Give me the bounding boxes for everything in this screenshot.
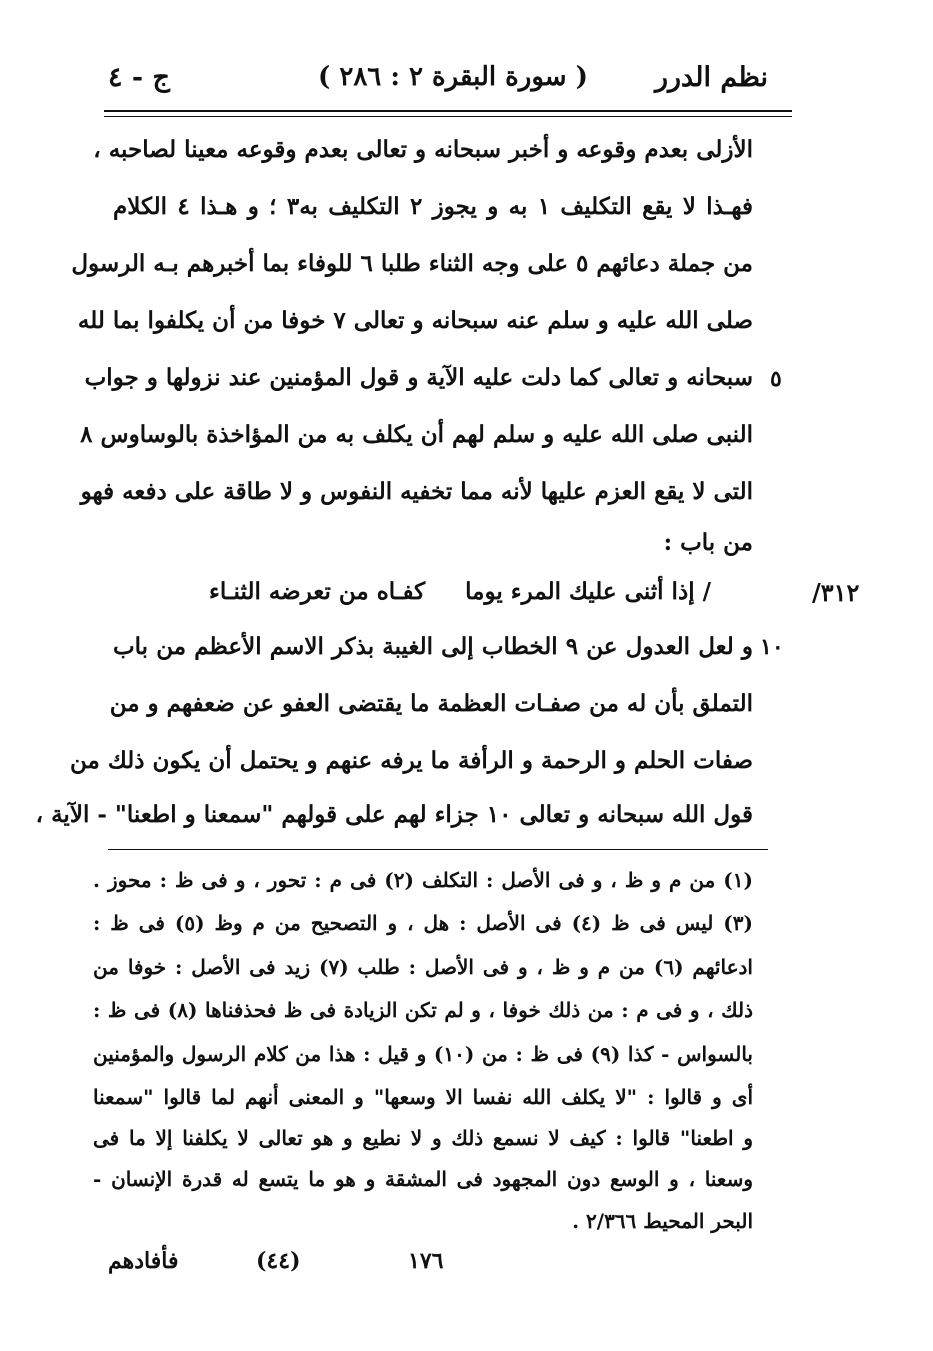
footnote-line: (٣) ليس فى ظ (٤) فى الأصل : هل ، و التصحيح من م وظ (٥) فى ظ : xyxy=(93,911,753,935)
footnote-line: بالسواس - كذا (٩) فى ظ : من (١٠) و قيل : هذا من كلام الرسول والمؤمنين xyxy=(93,1042,753,1066)
manuscript-folio-ref: ٣١٢/ xyxy=(812,578,860,607)
line-number-5: ٥ xyxy=(770,366,782,392)
page-footer xyxy=(108,1248,768,1284)
line-number-10: ١٠ xyxy=(760,634,784,660)
page-number: ١٧٦ xyxy=(408,1248,444,1274)
body-line: فهـذا لا يقع التكليف ١ به و يجوز ٢ التكليف به٣ ؛ و هـذا ٤ الكلام xyxy=(113,193,754,220)
footnote-line: (١) من م و ظ ، و فى الأصل : التكلف (٢) فى م : تحور ، و فى ظ : محوز . xyxy=(93,868,753,892)
body-line: و لعل العدول عن ٩ الخطاب إلى الغيبة بذكر الاسم الأعظم من باب xyxy=(113,633,753,660)
body-line: الأزلى بعدم وقوعه و أخبر سبحانه و تعالى بعدم وقوعه معينا لصاحبه ، xyxy=(93,136,753,163)
footnote-line: وسعنا ، و الوسع دون المجهود فى المشقة و هو ما يتسع له قدرة الإنسان - xyxy=(93,1167,753,1191)
signature-mark: (٤٤) xyxy=(256,1248,301,1274)
part-number: ج - ٤ xyxy=(108,62,170,93)
body-line: من جملة دعائهم ٥ على وجه الثناء طلبا ٦ للوفاء بما أخبرهم بـه الرسول xyxy=(71,250,753,277)
body-line: قول الله سبحانه و تعالى ١٠ جزاء لهم على قولهم "سمعنا و اطعنا" - الآية ، xyxy=(35,801,753,828)
poetry-verse: / إذا أثنى عليك المرء يوما كفـاه من تعرضه الثنـاء xyxy=(209,578,711,605)
header-rule-thin xyxy=(104,116,792,117)
footnote-rule xyxy=(108,849,768,850)
body-line: صفات الحلم و الرحمة و الرأفة ما يرفه عنهم و يحتمل أن يكون ذلك من xyxy=(70,747,753,774)
body-line: التملق بأن له من صفـات العظمة ما يقتضى العفو عن ضعفهم و من xyxy=(109,690,753,717)
body-line: التى لا يقع العزم عليها لأنه مما تخفيه النفوس و لا طاقة على دفعه فهو xyxy=(80,478,753,505)
book-title: نظم الدرر xyxy=(654,62,768,93)
footnote-line: ادعائهم (٦) من م و ظ ، و فى الأصل : طلب (٧) زيد فى الأصل : خوفا من xyxy=(93,955,753,979)
body-line: من باب : xyxy=(663,529,753,556)
header-rule xyxy=(104,110,792,112)
footnote-line: و اطعنا" قالوا : كيف لا نسمع ذلك و لا نطيع و هو تعالى لا يكلفنا إلا ما فى xyxy=(93,1126,753,1150)
footnote-line: البحر المحيط ٢/٣٦٦ . xyxy=(572,1209,753,1233)
surah-reference: ( سورة البقرة ٢ : ٢٨٦ ) xyxy=(318,62,588,92)
catchword: فأفادهم xyxy=(108,1248,179,1274)
footnote-line: أى و قالوا : "لا يكلف الله نفسا الا وسعها" و المعنى أنهم لما قالوا "سمعنا xyxy=(93,1085,753,1109)
body-line: النبى صلى الله عليه و سلم لهم أن يكلف به من المؤاخذة بالوساوس ٨ xyxy=(80,421,753,448)
body-line: صلى الله عليه و سلم عنه سبحانه و تعالى ٧ خوفا من أن يكلفوا بما لله xyxy=(77,307,753,334)
page-header xyxy=(108,62,768,102)
footnote-line: ذلك ، و فى م : من ذلك خوفا ، و لم تكن الزيادة فى ظ فحذفناها (٨) فى ظ : xyxy=(93,998,753,1022)
body-line: سبحانه و تعالى كما دلت عليه الآية و قول المؤمنين عند نزولها و جواب xyxy=(84,364,753,391)
